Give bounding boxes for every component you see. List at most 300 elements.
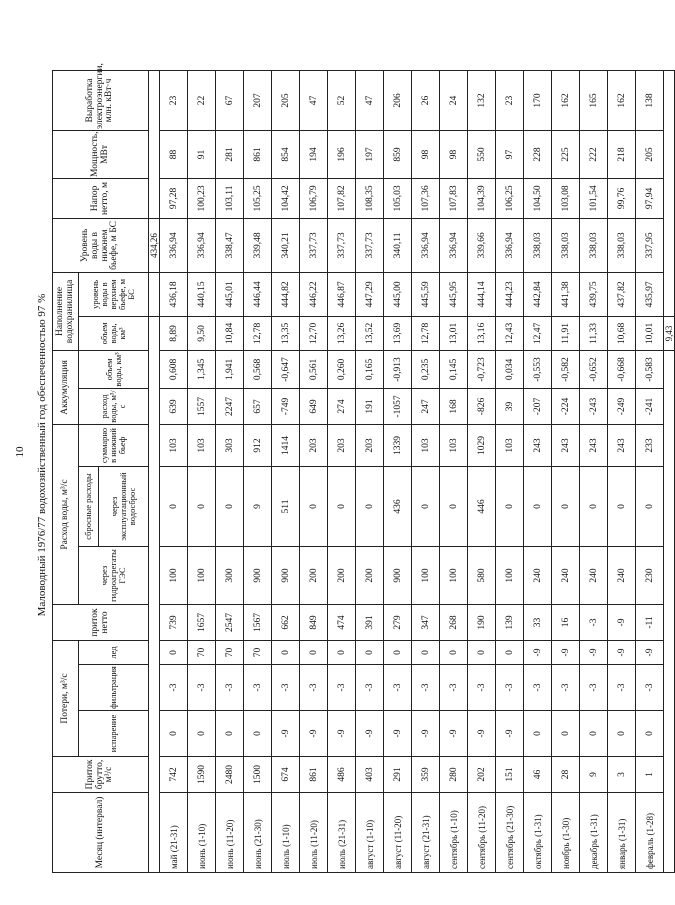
table-row <box>300 70 328 872</box>
month-cell: июль (1-10) <box>272 793 300 873</box>
energy-cell: 26 <box>412 70 440 130</box>
hpp-flow-cell: 240 <box>580 547 608 605</box>
fill-volume-cell: 11,33 <box>580 316 608 350</box>
month-cell: май (21-31) <box>160 793 188 873</box>
power-cell: 218 <box>608 130 636 178</box>
head-cell: 105,03 <box>384 178 412 218</box>
hpp-flow-cell: 580 <box>468 547 496 605</box>
table-row <box>188 70 216 872</box>
filtration-cell: -3 <box>608 665 636 711</box>
header-month: Месяц (интервал) <box>53 793 149 873</box>
acc-flow-cell: -241 <box>636 388 664 424</box>
power-cell: 550 <box>468 130 496 178</box>
power-cell: 854 <box>272 130 300 178</box>
head-cell: 99,76 <box>608 178 636 218</box>
upstream-level-cell: 445,00 <box>384 272 412 316</box>
spillway-flow-cell: 511 <box>272 467 300 547</box>
filtration-cell: -3 <box>356 665 384 711</box>
inflow-net-cell: 474 <box>328 605 356 641</box>
power-cell: 194 <box>300 130 328 178</box>
filtration-cell: -3 <box>300 665 328 711</box>
upstream-level-cell: 447,29 <box>356 272 384 316</box>
month-cell: август (11-20) <box>384 793 412 873</box>
header-spillway: сбросные расходы <box>79 467 99 547</box>
header-ice: лед <box>79 641 149 665</box>
head-cell: 107,82 <box>328 178 356 218</box>
fill-volume-cell: 9,50 <box>188 316 216 350</box>
filtration-cell: -3 <box>524 665 552 711</box>
inflow-net-cell: 268 <box>440 605 468 641</box>
fill-volume-cell: 12,78 <box>244 316 272 350</box>
header-inflow-gross: Приток брутто, м³/с <box>53 757 149 793</box>
ice-cell: 0 <box>496 641 524 665</box>
spillway-flow-cell: 0 <box>608 467 636 547</box>
filtration-cell: -3 <box>552 665 580 711</box>
energy-cell: 162 <box>552 70 580 130</box>
evaporation-cell: 0 <box>608 711 636 757</box>
head-cell: 104,39 <box>468 178 496 218</box>
evaporation-cell: 0 <box>216 711 244 757</box>
inflow-net-cell: -11 <box>636 605 664 641</box>
energy-cell: 132 <box>468 70 496 130</box>
power-cell: 222 <box>580 130 608 178</box>
ice-cell: 70 <box>188 641 216 665</box>
acc-flow-cell: -243 <box>580 388 608 424</box>
energy-cell: 23 <box>160 70 188 130</box>
month-cell: июнь (11-20) <box>216 793 244 873</box>
header-head: Напор нетто, м <box>53 178 149 218</box>
evaporation-cell: -9 <box>496 711 524 757</box>
inflow-net-cell: 739 <box>160 605 188 641</box>
upstream-level-cell: 446,22 <box>300 272 328 316</box>
month-cell: июнь (1-10) <box>188 793 216 873</box>
inflow-net-cell: 849 <box>300 605 328 641</box>
upstream-level-cell: 446,87 <box>328 272 356 316</box>
acc-volume-cell: -0,723 <box>468 350 496 388</box>
header-through-spillway: через эксплуатационный водосброс <box>99 467 149 547</box>
energy-cell: 205 <box>272 70 300 130</box>
table-row <box>552 70 580 872</box>
downstream-level-cell: 336,94 <box>160 218 188 272</box>
spillway-flow-cell: 0 <box>188 467 216 547</box>
downstream-level-cell: 337,95 <box>636 218 664 272</box>
hpp-flow-cell: 300 <box>216 547 244 605</box>
table-row <box>496 70 524 872</box>
evaporation-cell: -9 <box>440 711 468 757</box>
upstream-level-cell: 445,95 <box>440 272 468 316</box>
evaporation-cell: 0 <box>244 711 272 757</box>
ice-cell: -9 <box>524 641 552 665</box>
energy-cell: 206 <box>384 70 412 130</box>
head-cell: 104,42 <box>272 178 300 218</box>
filtration-cell: -3 <box>580 665 608 711</box>
table-row <box>412 70 440 872</box>
header-accumulation: Аккумуляция <box>53 350 79 424</box>
power-cell: 859 <box>384 130 412 178</box>
spillway-flow-cell: 0 <box>636 467 664 547</box>
header-energy: Выработка электроэнергии, млн. кВт·ч <box>53 70 149 130</box>
total-flow-cell: 1414 <box>272 424 300 466</box>
inflow-gross-cell: 151 <box>496 757 524 793</box>
header-power: Мощность, МВт <box>53 130 149 178</box>
energy-cell: 162 <box>608 70 636 130</box>
energy-cell: 24 <box>440 70 468 130</box>
total-flow-cell: 203 <box>300 424 328 466</box>
evaporation-cell: -9 <box>384 711 412 757</box>
downstream-level-cell: 336,94 <box>188 218 216 272</box>
total-flow-cell: 103 <box>188 424 216 466</box>
energy-cell: 207 <box>244 70 272 130</box>
evaporation-cell: -9 <box>412 711 440 757</box>
acc-volume-cell: -0,647 <box>272 350 300 388</box>
power-cell: 88 <box>160 130 188 178</box>
fill-volume-cell: 13,35 <box>272 316 300 350</box>
acc-volume-cell: -0,652 <box>580 350 608 388</box>
table-row <box>468 70 496 872</box>
power-cell: 228 <box>524 130 552 178</box>
downstream-level-cell: 338,03 <box>608 218 636 272</box>
spillway-flow-cell: 436 <box>384 467 412 547</box>
inflow-net-cell: 279 <box>384 605 412 641</box>
hpp-flow-cell: 100 <box>188 547 216 605</box>
inflow-net-cell: 1567 <box>244 605 272 641</box>
filtration-cell: -3 <box>188 665 216 711</box>
total-flow-cell: 912 <box>244 424 272 466</box>
spillway-flow-cell: 0 <box>524 467 552 547</box>
total-flow-cell: 243 <box>524 424 552 466</box>
inflow-net-cell: -9 <box>608 605 636 641</box>
inflow-net-cell: 391 <box>356 605 384 641</box>
hpp-flow-cell: 100 <box>160 547 188 605</box>
ice-cell: 0 <box>272 641 300 665</box>
energy-cell: 138 <box>636 70 664 130</box>
ice-cell: 70 <box>244 641 272 665</box>
month-cell: январь (1-31) <box>608 793 636 873</box>
inflow-gross-cell: 674 <box>272 757 300 793</box>
downstream-level-cell: 338,03 <box>580 218 608 272</box>
power-cell: 281 <box>216 130 244 178</box>
inflow-gross-cell: 202 <box>468 757 496 793</box>
acc-volume-cell: 0,034 <box>496 350 524 388</box>
acc-volume-cell: 0,165 <box>356 350 384 388</box>
inflow-gross-cell: 403 <box>356 757 384 793</box>
month-cell: октябрь (1-31) <box>524 793 552 873</box>
power-cell: 861 <box>244 130 272 178</box>
upstream-level-cell: 444,82 <box>272 272 300 316</box>
month-cell: сентябрь (21-30) <box>496 793 524 873</box>
table-row <box>356 70 384 872</box>
inflow-gross-cell: 861 <box>300 757 328 793</box>
month-cell: декабрь (1-31) <box>580 793 608 873</box>
month-cell: июль (11-20) <box>300 793 328 873</box>
spillway-flow-cell: 0 <box>216 467 244 547</box>
acc-volume-cell: -0,583 <box>636 350 664 388</box>
ice-cell: 0 <box>412 641 440 665</box>
downstream-level-cell: 336,94 <box>412 218 440 272</box>
acc-volume-cell: 1,345 <box>188 350 216 388</box>
upstream-level-cell: 437,82 <box>608 272 636 316</box>
acc-flow-cell: -1057 <box>384 388 412 424</box>
spillway-flow-cell: 9 <box>244 467 272 547</box>
downstream-level-cell: 339,66 <box>468 218 496 272</box>
acc-flow-cell: 2247 <box>216 388 244 424</box>
evaporation-cell: 0 <box>160 711 188 757</box>
hpp-flow-cell: 240 <box>608 547 636 605</box>
evaporation-cell: 0 <box>524 711 552 757</box>
header-downstream-level: Уровень воды в нижнем бьефе, м БС <box>53 218 149 272</box>
acc-flow-cell: 274 <box>328 388 356 424</box>
head-cell: 103,08 <box>552 178 580 218</box>
acc-volume-cell: 0,608 <box>160 350 188 388</box>
upstream-level-cell: 440,15 <box>188 272 216 316</box>
upstream-level-cell: 441,38 <box>552 272 580 316</box>
ice-cell: -9 <box>552 641 580 665</box>
reservoir-regime-table <box>52 63 675 873</box>
acc-flow-cell: 649 <box>300 388 328 424</box>
power-cell: 97 <box>496 130 524 178</box>
month-cell: ноябрь (1-30) <box>552 793 580 873</box>
filtration-cell: -3 <box>216 665 244 711</box>
inflow-net-cell: 347 <box>412 605 440 641</box>
page-title: Маловодный 1976/77 водохозяйственный год обеспеченностью 97 % <box>36 293 48 617</box>
downstream-level-cell: 338,03 <box>552 218 580 272</box>
acc-flow-cell: 168 <box>440 388 468 424</box>
acc-volume-cell: 0,260 <box>328 350 356 388</box>
downstream-level-cell: 336,94 <box>440 218 468 272</box>
table-row <box>272 70 300 872</box>
table-header <box>53 63 149 872</box>
inflow-net-cell: -3 <box>580 605 608 641</box>
header-through-hpp: через гидроагрегаты ГЭС <box>79 547 149 605</box>
acc-volume-cell: 0,568 <box>244 350 272 388</box>
head-cell: 100,23 <box>188 178 216 218</box>
spillway-flow-cell: 0 <box>356 467 384 547</box>
head-cell: 106,79 <box>300 178 328 218</box>
total-flow-cell: 243 <box>580 424 608 466</box>
ice-cell: 0 <box>384 641 412 665</box>
head-cell: 106,25 <box>496 178 524 218</box>
spillway-flow-cell: 0 <box>580 467 608 547</box>
total-flow-cell: 203 <box>356 424 384 466</box>
ice-cell: 0 <box>440 641 468 665</box>
power-cell: 196 <box>328 130 356 178</box>
fill-volume-cell: 10,84 <box>216 316 244 350</box>
acc-volume-cell: -0,582 <box>552 350 580 388</box>
inflow-gross-cell: 291 <box>384 757 412 793</box>
evaporation-cell: -9 <box>272 711 300 757</box>
downstream-level-cell: 336,94 <box>496 218 524 272</box>
evaporation-cell: 0 <box>636 711 664 757</box>
head-cell: 107,83 <box>440 178 468 218</box>
header-acc-flow: расход воды, м³/с <box>79 388 149 424</box>
rotated-table-container <box>52 63 674 873</box>
downstream-level-cell: 337,73 <box>300 218 328 272</box>
header-inflow-net: приток нетто <box>53 605 149 641</box>
inflow-gross-cell: 9 <box>580 757 608 793</box>
filtration-cell: -3 <box>272 665 300 711</box>
acc-volume-cell: 0,561 <box>300 350 328 388</box>
fill-volume-cell: 13,52 <box>356 316 384 350</box>
inflow-net-cell: 139 <box>496 605 524 641</box>
table-body <box>149 70 675 872</box>
final-row <box>664 70 675 872</box>
evaporation-cell: -9 <box>468 711 496 757</box>
acc-flow-cell: -826 <box>468 388 496 424</box>
total-flow-cell: 243 <box>608 424 636 466</box>
fill-volume-cell: 10,68 <box>608 316 636 350</box>
total-flow-cell: 233 <box>636 424 664 466</box>
acc-flow-cell: 191 <box>356 388 384 424</box>
spillway-flow-cell: 0 <box>552 467 580 547</box>
header-filtration: фильтрация <box>79 665 149 711</box>
total-flow-cell: 1029 <box>468 424 496 466</box>
acc-flow-cell: -207 <box>524 388 552 424</box>
table-row <box>440 70 468 872</box>
downstream-level-cell: 338,47 <box>216 218 244 272</box>
inflow-net-cell: 2547 <box>216 605 244 641</box>
total-flow-cell: 303 <box>216 424 244 466</box>
head-cell: 105,25 <box>244 178 272 218</box>
month-cell: август (21-31) <box>412 793 440 873</box>
power-cell: 98 <box>440 130 468 178</box>
month-cell: июнь (21-30) <box>244 793 272 873</box>
inflow-gross-cell: 280 <box>440 757 468 793</box>
power-cell: 91 <box>188 130 216 178</box>
upstream-level-cell: 444,14 <box>468 272 496 316</box>
hpp-flow-cell: 240 <box>552 547 580 605</box>
evaporation-cell: 0 <box>188 711 216 757</box>
page-number: 10 <box>14 446 26 458</box>
head-cell: 97,94 <box>636 178 664 218</box>
header-total-downstream: суммарно в нижний бьеф <box>79 424 149 466</box>
head-cell: 97,28 <box>160 178 188 218</box>
hpp-flow-cell: 200 <box>300 547 328 605</box>
table-row <box>160 70 188 872</box>
filtration-cell: -3 <box>412 665 440 711</box>
energy-cell: 67 <box>216 70 244 130</box>
upstream-level-cell: 435,97 <box>636 272 664 316</box>
upstream-level-cell: 446,44 <box>244 272 272 316</box>
fill-volume-cell: 12,43 <box>496 316 524 350</box>
acc-volume-cell: 1,941 <box>216 350 244 388</box>
inflow-gross-cell: 2480 <box>216 757 244 793</box>
downstream-level-cell: 340,11 <box>384 218 412 272</box>
total-flow-cell: 243 <box>552 424 580 466</box>
acc-volume-cell: -0,553 <box>524 350 552 388</box>
fill-volume-cell: 12,47 <box>524 316 552 350</box>
header-fill-volume: объем воды, км³ <box>79 316 149 350</box>
spillway-flow-cell: 0 <box>440 467 468 547</box>
table-row <box>328 70 356 872</box>
acc-flow-cell: 247 <box>412 388 440 424</box>
month-cell: июль (21-31) <box>328 793 356 873</box>
upstream-level-cell: 442,84 <box>524 272 552 316</box>
spillway-flow-cell: 0 <box>412 467 440 547</box>
evaporation-cell: 0 <box>580 711 608 757</box>
energy-cell: 165 <box>580 70 608 130</box>
upstream-level-cell: 436,18 <box>160 272 188 316</box>
power-cell: 197 <box>356 130 384 178</box>
power-cell: 225 <box>552 130 580 178</box>
inflow-gross-cell: 1590 <box>188 757 216 793</box>
filtration-cell: -3 <box>328 665 356 711</box>
filtration-cell: -3 <box>468 665 496 711</box>
upstream-level-cell: 439,75 <box>580 272 608 316</box>
filtration-cell: -3 <box>636 665 664 711</box>
inflow-gross-cell: 742 <box>160 757 188 793</box>
month-cell: февраль (1-28) <box>636 793 664 873</box>
spillway-flow-cell: 0 <box>160 467 188 547</box>
month-cell: сентябрь (1-10) <box>440 793 468 873</box>
inflow-net-cell: 662 <box>272 605 300 641</box>
fill-volume-cell: 13,26 <box>328 316 356 350</box>
total-flow-cell: 203 <box>328 424 356 466</box>
acc-flow-cell: -249 <box>608 388 636 424</box>
filtration-cell: -3 <box>384 665 412 711</box>
inflow-net-cell: 33 <box>524 605 552 641</box>
ice-cell: 70 <box>216 641 244 665</box>
energy-cell: 170 <box>524 70 552 130</box>
ice-cell: 0 <box>356 641 384 665</box>
hpp-flow-cell: 900 <box>272 547 300 605</box>
inflow-net-cell: 1657 <box>188 605 216 641</box>
header-filling: Наполнение водохранилища <box>53 272 79 350</box>
table-row <box>580 70 608 872</box>
hpp-flow-cell: 100 <box>412 547 440 605</box>
ice-cell: -9 <box>580 641 608 665</box>
acc-volume-cell: 0,145 <box>440 350 468 388</box>
table-row <box>636 70 664 872</box>
acc-flow-cell: 639 <box>160 388 188 424</box>
table-row <box>216 70 244 872</box>
inflow-gross-cell: 46 <box>524 757 552 793</box>
hpp-flow-cell: 240 <box>524 547 552 605</box>
header-water-flow: Расход воды, м³/с <box>53 424 79 604</box>
downstream-level-cell: 338,03 <box>524 218 552 272</box>
downstream-level-cell: 337,73 <box>328 218 356 272</box>
hpp-flow-cell: 230 <box>636 547 664 605</box>
acc-flow-cell: -224 <box>552 388 580 424</box>
acc-flow-cell: 1557 <box>188 388 216 424</box>
upstream-level-cell: 445,01 <box>216 272 244 316</box>
hpp-flow-cell: 100 <box>496 547 524 605</box>
filtration-cell: -3 <box>496 665 524 711</box>
header-upstream-level: уровень воды в верхнем бьефе, м БС <box>79 272 149 316</box>
downstream-level-cell: 339,48 <box>244 218 272 272</box>
table-row <box>524 70 552 872</box>
initial-row <box>149 70 160 872</box>
evaporation-cell: 0 <box>552 711 580 757</box>
evaporation-cell: -9 <box>328 711 356 757</box>
month-cell: сентябрь (11-20) <box>468 793 496 873</box>
inflow-net-cell: 190 <box>468 605 496 641</box>
hpp-flow-cell: 900 <box>244 547 272 605</box>
total-flow-cell: 103 <box>440 424 468 466</box>
hpp-flow-cell: 200 <box>356 547 384 605</box>
inflow-gross-cell: 486 <box>328 757 356 793</box>
filtration-cell: -3 <box>244 665 272 711</box>
spillway-flow-cell: 0 <box>300 467 328 547</box>
final-fill-volume: 9,43 <box>664 316 675 350</box>
acc-volume-cell: -0,668 <box>608 350 636 388</box>
ice-cell: -9 <box>636 641 664 665</box>
inflow-gross-cell: 359 <box>412 757 440 793</box>
total-flow-cell: 1339 <box>384 424 412 466</box>
power-cell: 98 <box>412 130 440 178</box>
header-evaporation: испарение <box>79 711 149 757</box>
ice-cell: 0 <box>468 641 496 665</box>
fill-volume-cell: 12,78 <box>412 316 440 350</box>
